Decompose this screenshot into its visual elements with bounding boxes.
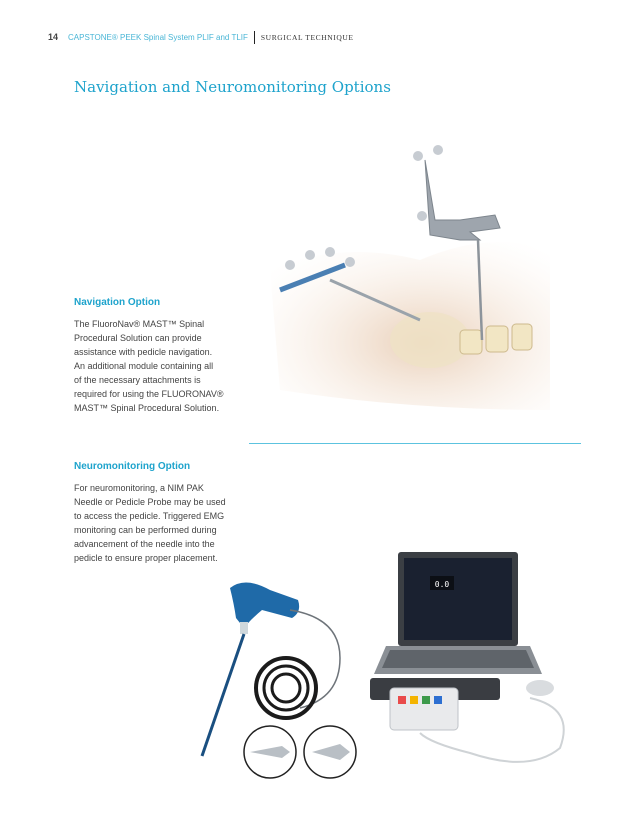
stimulator-box [390, 688, 458, 730]
neuromonitoring-heading: Neuromonitoring Option [74, 461, 191, 472]
header-separator [254, 31, 255, 44]
text-line: assistance with pedicle navigation. [74, 347, 213, 357]
document-title: CAPSTONE® PEEK Spinal System PLIF and TLIF [68, 32, 248, 42]
text-line: required for using the FLUORONAV® [74, 389, 224, 399]
section-divider [249, 443, 581, 444]
page-title: Navigation and Neuromonitoring Options [74, 78, 391, 96]
screen-readout: 0.0 [434, 580, 450, 589]
page-number: 14 [48, 32, 59, 42]
text-line: monitoring can be performed during [74, 525, 217, 535]
monitor-screen [404, 558, 512, 640]
text-line: Procedural Solution can provide [74, 333, 202, 343]
mouse [526, 680, 554, 696]
navigation-paragraph [74, 317, 236, 415]
navigation-illustration [260, 140, 560, 420]
neuromonitoring-illustration [190, 548, 580, 788]
text-line: Needle or Pedicle Probe may be used [74, 497, 226, 507]
text-line: MAST™ Spinal Procedural Solution. [74, 403, 220, 413]
text-line: pedicle to ensure proper placement. [74, 553, 218, 563]
text-line: to access the pedicle. Triggered EMG [74, 511, 225, 521]
section-label: SURGICAL TECHNIQUE [260, 32, 354, 42]
text-line: An additional module containing all [74, 361, 214, 371]
navigation-heading: Navigation Option [74, 297, 161, 308]
page-header [48, 30, 354, 44]
text-line: For neuromonitoring, a NIM PAK [74, 483, 204, 493]
text-line: advancement of the needle into the [74, 539, 215, 549]
text-line: of the necessary attachments is [74, 375, 201, 385]
laptop [374, 552, 542, 674]
text-line: The FluoroNav® MAST™ Spinal [74, 319, 205, 329]
